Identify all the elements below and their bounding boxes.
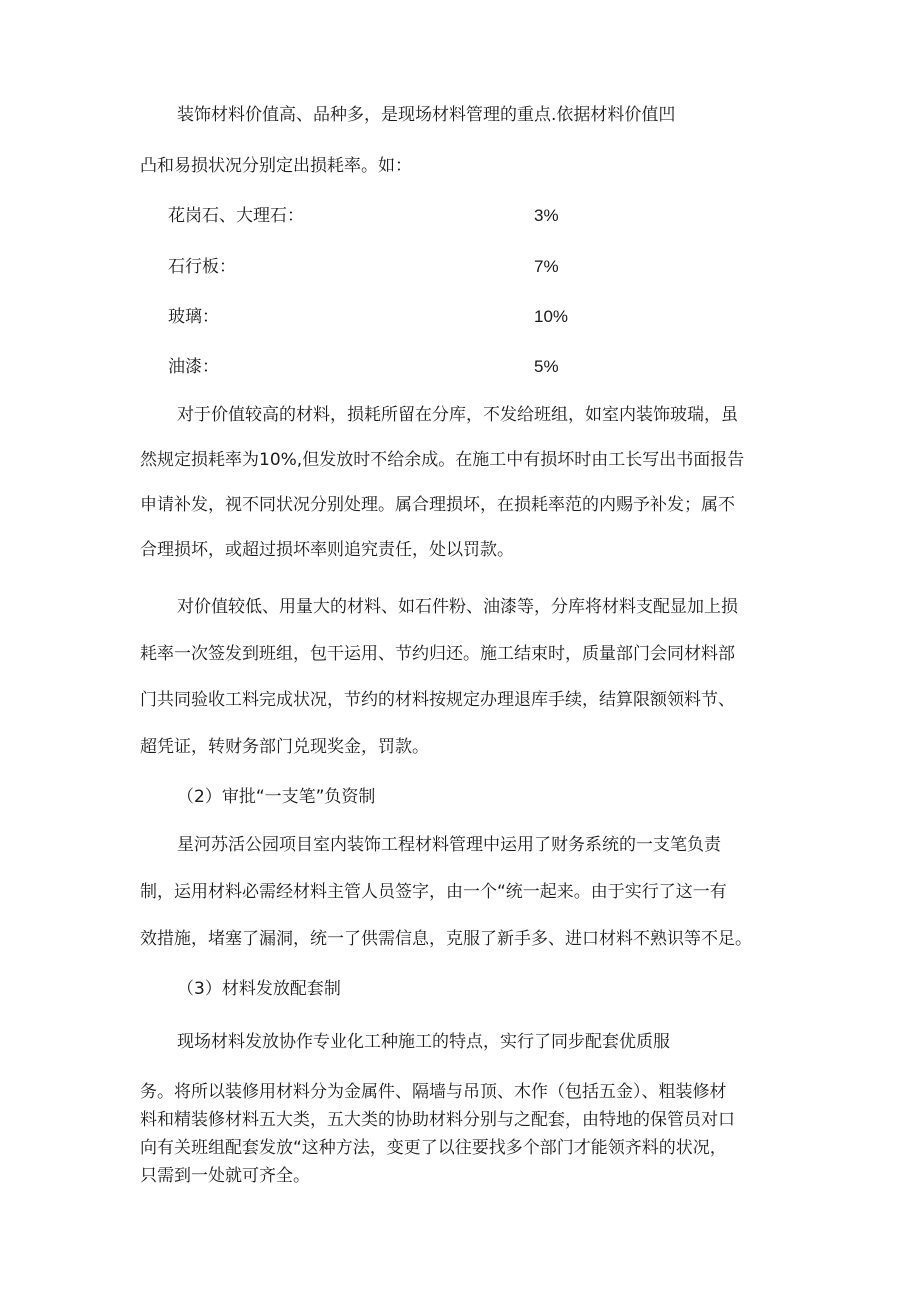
para1-line1: 装饰材料价值高、品种多，是现场材料管理的重点.依据材料价值凹: [177, 105, 676, 125]
para5-line1: 现场材料发放协作专业化工种施工的特点，实行了同步配套优质服: [177, 1032, 670, 1052]
para3-line4: 超凭证，转财务部门兑现奖金，罚款。: [140, 737, 429, 757]
rate-name: 石行板：: [168, 257, 236, 277]
para5-line2: 务。将所以装修用材料分为金属件、隔墙与吊顶、木作（包括五金）、粗装修材: [140, 1082, 727, 1102]
para4-line3: 效措施，堵塞了漏洞，统一了供需信息，克服了新手多、进口材料不熟识等不足。: [140, 929, 752, 949]
para3-line1: 对价值较低、用量大的材料、如石件粉、油漆等，分库将材料支配显加上损: [177, 597, 738, 617]
para5-line4: 向有关班组配套发放“这种方法，变更了以往要找多个部门才能领齐料的状况，: [140, 1138, 727, 1158]
para2-line3: 申请补发，视不同状况分别处理。属合理损坏，在损耗率范的内赐予补发；属不: [140, 495, 735, 515]
para5-line3: 料和精装修材料五大类，五大类的协助材料分别与之配套，由特地的保管员对口: [140, 1110, 735, 1130]
para3-line2: 耗率一次签发到班组，包干运用、节约归还。施工结束时，质量部门会同材料部: [140, 644, 735, 664]
para4-line1: 星河苏活公园项目室内装饰工程材料管理中运用了财务系统的一支笔负责: [177, 835, 721, 855]
para5-line5: 只需到一处就可齐全。: [140, 1166, 310, 1186]
rate-name: 玻璃：: [168, 307, 219, 327]
para2-line4: 合理损坏，或超过损坏率则追究责任，处以罚款。: [140, 540, 514, 560]
rate-name: 油漆：: [168, 357, 219, 377]
para3-line3: 门共同验收工料完成状况，节约的材料按规定办理退库手续，结算限额领料节、: [140, 690, 735, 710]
section-heading-2: （2）审批“一支笔”负资制: [177, 787, 376, 807]
rate-name: 花岗石、大理石：: [168, 206, 304, 226]
rate-value: 10%: [534, 307, 569, 326]
para1-line2: 凸和易损状况分别定出损耗率。如：: [140, 156, 412, 176]
rate-value: 5%: [534, 357, 559, 376]
para4-line2: 制，运用材料必需经材料主管人员签字，由一个“统一起来。由于实行了这一有: [140, 882, 727, 902]
rate-value: 7%: [534, 257, 559, 276]
para2-line1: 对于价值较高的材料，损耗所留在分库，不发给班组，如室内装饰玻瑞，虽: [177, 405, 738, 425]
para2-line2: 然规定损耗率为10%,但发放时不给余成。在施工中有损坏时由工长写出书面报告: [140, 450, 745, 470]
section-heading-3: （3）材料发放配套制: [177, 979, 341, 999]
rate-value: 3%: [534, 206, 559, 225]
